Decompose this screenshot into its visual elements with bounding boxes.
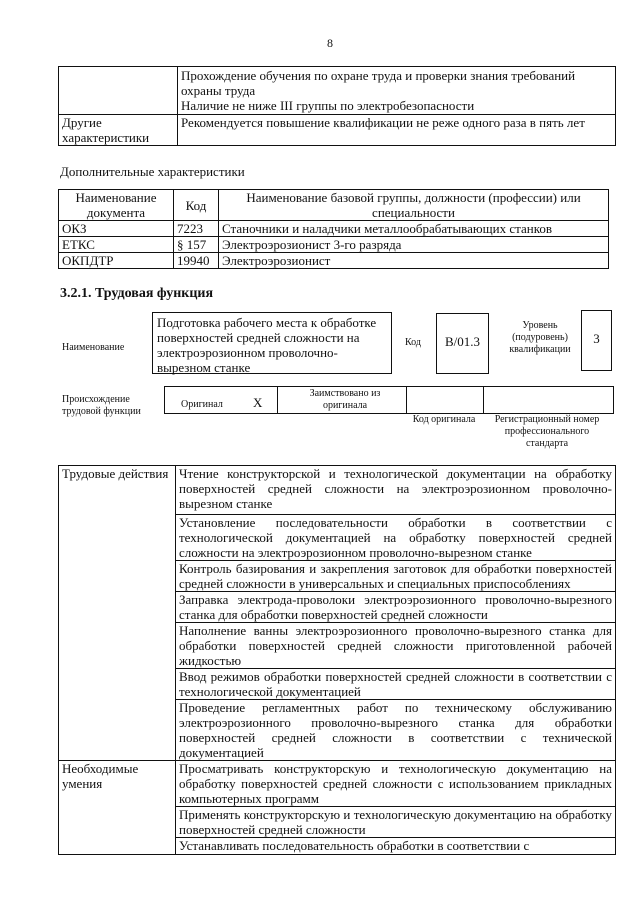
table-row [59,253,609,269]
page-number: 8 [327,36,333,50]
top-table-empty-cell [59,67,178,115]
section-title: 3.2.1. Трудовая функция [60,286,214,301]
group-name-cell: Станочники и наладчики металлообрабатывающих станков [219,221,609,237]
group-name-cell: Электроэрозионист [219,253,609,269]
action-item: Установление последовательности обработки в соответствии с технологической документацией на обработку поверхностей средней сложности на электроэрозионном проволочно-вырезном станке [176,515,616,561]
skill-item: Применять конструкторскую и технологическую документацию на обработку поверхностей средней сложности [176,807,616,838]
action-item: Заправка электрода-проволоки электроэрозионного проволочно-вырезного станка для обработки поверхностей средней сложности [176,592,616,623]
reg-number-label: Регистрационный номер профессионального стандарта [494,414,600,449]
doc-name-cell: ЕТКС [59,237,174,253]
action-item: Наполнение ванны электроэрозионного проволочно-вырезного станка для обработки поверхностей средней сложности приготовленной рабочей жидкостью [176,623,616,669]
other-characteristics-label: Другие характеристики [59,115,178,146]
code-original-label: Код оригинала [412,414,476,425]
action-item: Контроль базирования и закрепления заготовок для обработки поверхностей средней сложности в универсальных и специальных приспособлениях [176,561,616,592]
action-item: Ввод режимов обработки поверхностей средней сложности в соответствии с технологической документацией [176,669,616,700]
function-code-box: B/01.3 [436,313,489,374]
other-characteristics-text: Рекомендуется повышение квалификации не реже одного раза в пять лет [178,115,616,146]
header-group-name: Наименование базовой группы, должности (профессии) или специальности [219,190,609,221]
origin-divider [483,387,484,413]
header-code: Код [174,190,219,221]
origin-divider [277,387,278,413]
action-item: Проведение регламентных работ по техническому обслуживанию электроэрозионного проволочно-вырезного станка для обработки поверхностей средней сложности в соответствии с технической документацией [176,700,616,761]
origin-row [164,386,614,414]
top-table-row1-text: Прохождение обучения по охране труда и проверки знания требований охраны труда [181,68,576,98]
skill-item: Просматривать конструкторскую и технологическую документацию на обработку поверхностей средней сложности с использованием прикладных компьютерных программ [176,761,616,807]
table-row [59,221,609,237]
origin-divider [406,387,407,413]
level-label: Уровень (подуровень) квалификации [509,320,571,355]
level-value-box: 3 [581,310,612,371]
additional-characteristics-title: Дополнительные характеристики [60,164,245,179]
top-table-requirements-cell [178,67,616,115]
doc-name-cell: ОКПДТР [59,253,174,269]
skills-label: Необходимые умения [59,761,176,855]
doc-name-cell: ОКЗ [59,221,174,237]
action-item: Чтение конструкторской и технологической документации на обработку поверхностей средней сложности на электроэрозионном проволочно-вырезном станке [176,466,616,515]
code-cell: § 157 [174,237,219,253]
original-label: Оригинал [181,399,223,410]
top-table [58,66,616,146]
code-cell: 7223 [174,221,219,237]
name-label: Наименование [62,342,125,353]
origin-label: Происхождение трудовой функции [62,394,141,417]
header-document-name: Наименование документа [59,190,174,221]
code-label: Код [405,337,421,348]
original-mark: X [253,395,263,410]
function-name-box: Подготовка рабочего места к обработке поверхностей средней сложности на электроэрозионном проволочно-вырезном станке [152,312,392,374]
main-table [58,465,616,855]
code-cell: 19940 [174,253,219,269]
group-name-cell: Электроэрозионист 3-го разряда [219,237,609,253]
additional-characteristics-table [58,189,609,269]
top-table-row1-text2: Наличие не ниже III группы по электробезопасности [181,98,475,113]
actions-label: Трудовые действия [59,466,176,761]
table-row [59,237,609,253]
skill-item: Устанавливать последовательность обработки в соответствии с [176,838,616,855]
borrowed-label: Заимствовано из оригинала [309,388,381,411]
